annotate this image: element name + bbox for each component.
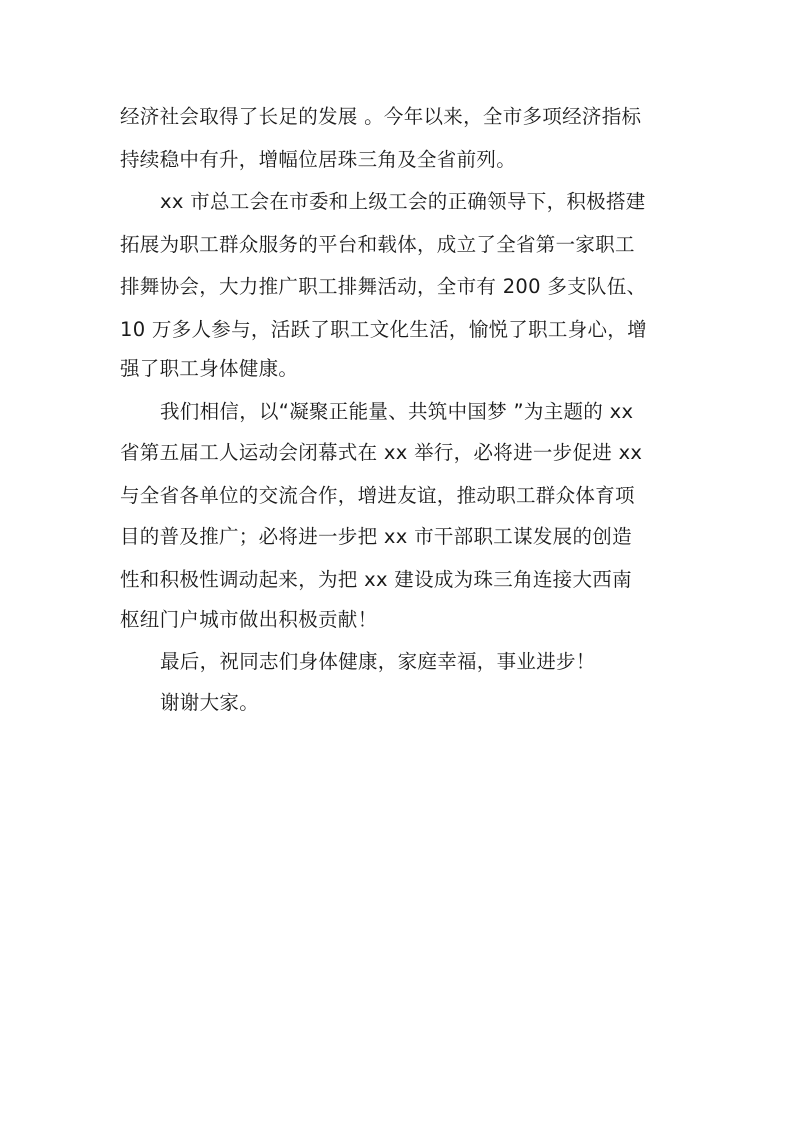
paragraph-line: 持续稳中有升，增幅位居珠三角及全省前列。: [120, 148, 517, 171]
paragraph-line: 拓展为职工群众服务的平台和载体，成立了全省第一家职工: [120, 233, 635, 256]
paragraph-line: 经济社会取得了长足的发展 。今年以来，全市多项经济指标: [120, 105, 642, 128]
paragraph-line: 10 万多人参与，活跃了职工文化生活，愉悦了职工身心，增: [120, 318, 647, 341]
paragraph-line: 与全省各单位的交流合作，增进友谊，推动职工群众体育项: [120, 484, 635, 507]
paragraph-line: 省第五届工人运动会闭幕式在 xx 举行，必将进一步促进 xx: [120, 441, 643, 464]
paragraph-line: 排舞协会，大力推广职工排舞活动，全市有 200 多支队伍、: [120, 275, 647, 298]
paragraph-line: 枢纽门户城市做出积极贡献！: [120, 608, 378, 631]
paragraph-line: 目的普及推广；必将进一步把 xx 市干部职工谋发展的创造: [120, 525, 632, 548]
paragraph-line: 性和积极性调动起来，为把 xx 建设成为珠三角连接大西南: [120, 568, 632, 591]
paragraph-line: 我们相信，以“凝聚正能量、共筑中国梦 ”为主题的 xx: [160, 400, 634, 423]
paragraph-line: 谢谢大家。: [160, 691, 260, 714]
paragraph-line: 强了职工身体健康。: [120, 357, 299, 380]
paragraph-line: xx 市总工会在市委和上级工会的正确领导下，积极搭建: [160, 190, 646, 213]
paragraph-line: 最后，祝同志们身体健康，家庭幸福，事业进步！: [160, 650, 596, 673]
